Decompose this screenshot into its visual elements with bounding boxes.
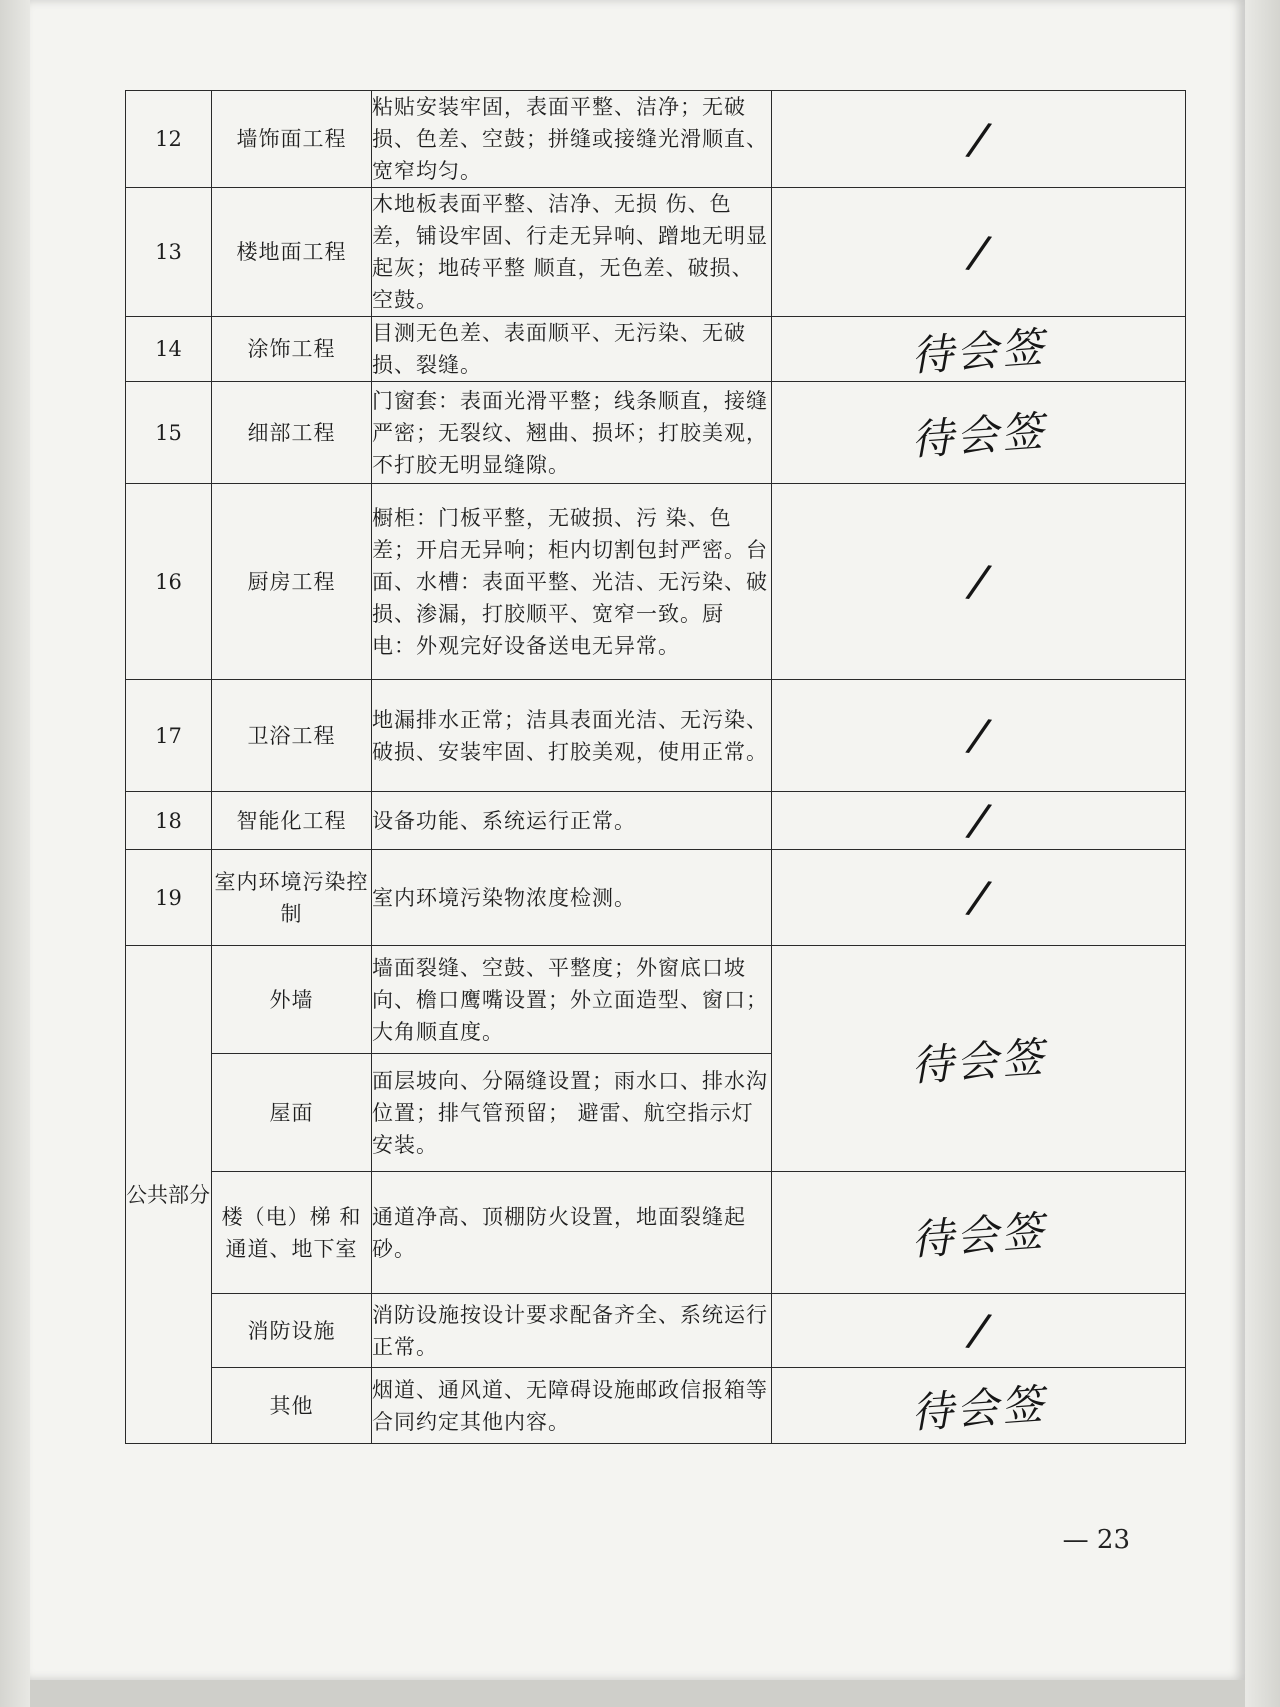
table-row bbox=[126, 946, 1186, 1054]
row-standard: 木地板表面平整、洁净、无损 伤、色差，铺设牢固、行走无异响、蹭地无明显起灰；地砖平整 顺直，无色差、破损、空鼓。 bbox=[372, 188, 772, 317]
row-number: 17 bbox=[126, 680, 212, 792]
row-number: 15 bbox=[126, 382, 212, 484]
slash-mark: / bbox=[967, 871, 990, 924]
slash-mark: / bbox=[967, 112, 990, 166]
page-number: — 23 bbox=[1062, 1525, 1130, 1555]
row-standard: 目测无色差、表面顺平、无污染、无破损、裂缝。 bbox=[372, 317, 772, 382]
row-number: 18 bbox=[126, 792, 212, 850]
row-item: 消防设施 bbox=[212, 1294, 372, 1368]
acceptance-table bbox=[125, 90, 1186, 1444]
row-item: 卫浴工程 bbox=[212, 680, 372, 792]
row-standard: 烟道、通风道、无障碍设施邮政信报箱等合同约定其他内容。 bbox=[372, 1368, 772, 1444]
row-sign bbox=[772, 1294, 1186, 1368]
row-sign bbox=[772, 792, 1186, 850]
slash-mark: / bbox=[967, 709, 990, 762]
row-standard: 设备功能、系统运行正常。 bbox=[372, 792, 772, 850]
row-item: 墙饰面工程 bbox=[212, 91, 372, 188]
paper-stack-edge bbox=[1245, 0, 1280, 1707]
row-item: 楼（电）梯 和通道、地下室 bbox=[212, 1172, 372, 1294]
row-standard: 室内环境污染物浓度检测。 bbox=[372, 850, 772, 946]
row-sign bbox=[772, 850, 1186, 946]
row-number: 14 bbox=[126, 317, 212, 382]
row-sign bbox=[772, 382, 1186, 484]
row-sign bbox=[772, 188, 1186, 317]
handwritten-note: 待会签 bbox=[909, 1378, 1048, 1438]
row-number: 13 bbox=[126, 188, 212, 317]
slash-mark: / bbox=[967, 1304, 990, 1357]
table-row bbox=[126, 792, 1186, 850]
handwritten-note: 待会签 bbox=[909, 405, 1048, 465]
table-row bbox=[126, 484, 1186, 680]
row-sign bbox=[772, 1172, 1186, 1294]
handwritten-note: 待会签 bbox=[909, 1205, 1048, 1265]
public-section-label: 公共部分 bbox=[126, 946, 212, 1444]
row-standard: 粘贴安装牢固，表面平整、洁净；无破损、色差、空鼓；拼缝或接缝光滑顺直、宽窄均匀。 bbox=[372, 91, 772, 188]
page-edge bbox=[0, 0, 30, 1707]
table-row bbox=[126, 850, 1186, 946]
row-number: 16 bbox=[126, 484, 212, 680]
row-number: 19 bbox=[126, 850, 212, 946]
row-standard: 地漏排水正常；洁具表面光洁、无污染、破损、安装牢固、打胶美观，使用正常。 bbox=[372, 680, 772, 792]
row-item: 厨房工程 bbox=[212, 484, 372, 680]
row-item: 其他 bbox=[212, 1368, 372, 1444]
row-sign bbox=[772, 91, 1186, 188]
row-sign bbox=[772, 680, 1186, 792]
row-standard: 橱柜：门板平整，无破损、污 染、色差；开启无异响；柜内切割包封严密。台面、水槽：表面平整、光洁、无污染、破损、渗漏，打胶顺平、宽窄一致。厨 电：外观完好设备送电无异常。 bbox=[372, 484, 772, 680]
row-standard: 消防设施按设计要求配备齐全、系统运行正常。 bbox=[372, 1294, 772, 1368]
row-item: 室内环境污染控制 bbox=[212, 850, 372, 946]
row-item: 涂饰工程 bbox=[212, 317, 372, 382]
row-standard: 墙面裂缝、空鼓、平整度；外窗底口坡向、檐口鹰嘴设置；外立面造型、窗口；大角顺直度。 bbox=[372, 946, 772, 1054]
row-item: 智能化工程 bbox=[212, 792, 372, 850]
slash-mark: / bbox=[967, 794, 990, 847]
row-item: 屋面 bbox=[212, 1054, 372, 1172]
row-sign bbox=[772, 946, 1186, 1172]
row-standard: 面层坡向、分隔缝设置；雨水口、排水沟位置；排气管预留； 避雷、航空指示灯安装。 bbox=[372, 1054, 772, 1172]
row-sign bbox=[772, 1368, 1186, 1444]
row-item: 楼地面工程 bbox=[212, 188, 372, 317]
row-item: 外墙 bbox=[212, 946, 372, 1054]
handwritten-note: 待会签 bbox=[909, 1031, 1048, 1091]
slash-mark: / bbox=[967, 225, 990, 279]
table-row bbox=[126, 317, 1186, 382]
table-row bbox=[126, 91, 1186, 188]
row-sign bbox=[772, 484, 1186, 680]
row-number: 12 bbox=[126, 91, 212, 188]
row-sign bbox=[772, 317, 1186, 382]
row-item: 细部工程 bbox=[212, 382, 372, 484]
handwritten-note: 待会签 bbox=[909, 322, 1048, 381]
table-row bbox=[126, 188, 1186, 317]
table-row bbox=[126, 1294, 1186, 1368]
row-standard: 门窗套：表面光滑平整；线条顺直，接缝严密；无裂纹、翘曲、损坏；打胶美观，不打胶无明显缝隙。 bbox=[372, 382, 772, 484]
row-standard: 通道净高、顶棚防火设置，地面裂缝起砂。 bbox=[372, 1172, 772, 1294]
table-row bbox=[126, 1172, 1186, 1294]
table-row bbox=[126, 382, 1186, 484]
table-row bbox=[126, 1368, 1186, 1444]
table-row bbox=[126, 680, 1186, 792]
slash-mark: / bbox=[967, 555, 990, 608]
